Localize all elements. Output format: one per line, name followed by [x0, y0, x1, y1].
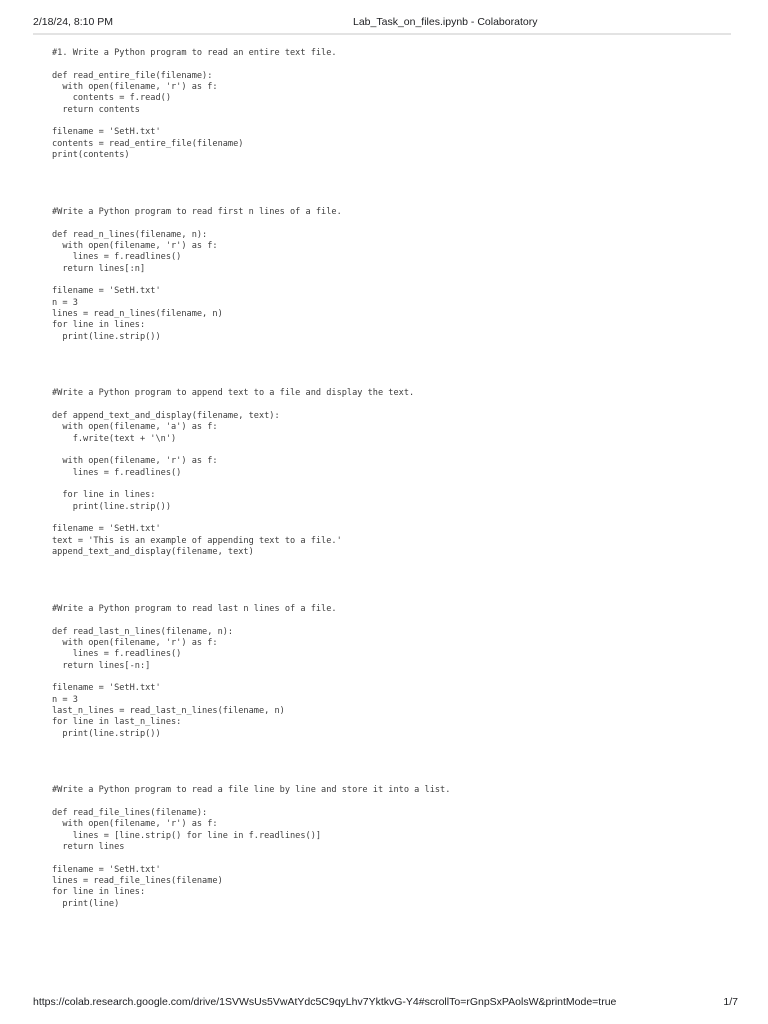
print-header: [33, 14, 738, 30]
code-line: [52, 195, 732, 206]
code-line: return lines: [52, 842, 125, 853]
code-line: [52, 366, 732, 377]
code-line: def append_text_and_display(filename, text):: [52, 411, 280, 421]
code-line: with open(filename, 'a') as f:: [52, 422, 218, 433]
code-line: [52, 853, 732, 864]
code-line: with open(filename, 'r') as f:: [52, 82, 218, 93]
code-line: lines = read_n_lines(filename, n): [52, 308, 223, 319]
code-line: print(line.strip()): [52, 331, 161, 342]
code-line: filename = 'SetH.txt': [52, 864, 161, 875]
code-line: for line in lines:: [52, 320, 146, 331]
code-line: n = 3: [52, 694, 78, 705]
code-line: #Write a Python program to read last n lines of a file.: [52, 603, 337, 614]
code-line: with open(filename, 'r') as f:: [52, 456, 218, 467]
code-cell[interactable]: [52, 604, 732, 786]
code-line: def read_last_n_lines(filename, n):: [52, 626, 234, 637]
code-line: [52, 797, 732, 808]
code-line: #Write a Python program to append text to a file and display the text.: [52, 388, 415, 399]
code-line: with open(filename, 'r') as f:: [52, 637, 218, 648]
code-line: [52, 59, 732, 70]
code-line: [52, 763, 732, 774]
print-footer: [33, 996, 738, 1010]
code-line: for line in lines:: [52, 490, 156, 501]
code-line: def read_entire_file(filename):: [52, 70, 213, 81]
code-line: #Write a Python program to read a file line by line and store it into a list.: [52, 785, 451, 796]
code-line: print(line): [52, 898, 120, 909]
code-line: lines = f.readlines(): [52, 649, 182, 660]
code-line: lines = f.readlines(): [52, 252, 182, 263]
code-line: [52, 218, 732, 229]
code-line: [52, 570, 732, 581]
code-line: print(contents): [52, 150, 130, 161]
code-line: print(line.strip()): [52, 501, 171, 512]
code-line: lines = [line.strip() for line in f.readlines()]: [52, 830, 322, 841]
code-line: [52, 615, 732, 626]
header-divider: [33, 33, 731, 35]
code-line: contents = f.read(): [52, 93, 171, 104]
code-line: [52, 593, 732, 604]
code-line: with open(filename, 'r') as f:: [52, 240, 218, 251]
code-line: print(line.strip()): [52, 728, 161, 739]
code-cell[interactable]: [52, 207, 732, 389]
code-line: [52, 751, 732, 762]
code-line: [52, 184, 732, 195]
code-line: append_text_and_display(filename, text): [52, 547, 254, 558]
code-line: lines = read_file_lines(filename): [52, 876, 223, 887]
code-line: filename = 'SetH.txt': [52, 286, 161, 297]
code-line: return contents: [52, 104, 140, 115]
code-line: def read_n_lines(filename, n):: [52, 229, 208, 240]
code-line: [52, 740, 732, 751]
code-line: return lines[-n:]: [52, 660, 151, 671]
code-cell[interactable]: [52, 388, 732, 604]
document-title: Lab_Task_on_files.ipynb - Colaboratory: [353, 16, 538, 28]
code-line: with open(filename, 'r') as f:: [52, 819, 218, 830]
code-line: [52, 672, 732, 683]
code-line: [52, 400, 732, 411]
code-line: [52, 581, 732, 592]
code-line: [52, 377, 732, 388]
page-number: 1/7: [723, 996, 738, 1008]
code-line: last_n_lines = read_last_n_lines(filename, n): [52, 705, 285, 716]
code-line: contents = read_entire_file(filename): [52, 138, 244, 149]
notebook-content: [52, 48, 732, 910]
code-line: f.write(text + '\n'): [52, 433, 177, 444]
code-cell[interactable]: [52, 785, 732, 910]
code-line: return lines[:n]: [52, 263, 146, 274]
page-url: https://colab.research.google.com/drive/1SVWsUs5VwAtYdc5C9qyLhv7YktkvG-Y4#scrollTo=rGnpSxPAolsW&printMode=true: [33, 996, 617, 1008]
code-line: #Write a Python program to read first n lines of a file.: [52, 206, 342, 217]
code-line: [52, 275, 732, 286]
code-line: for line in last_n_lines:: [52, 717, 182, 728]
code-line: [52, 354, 732, 365]
code-line: filename = 'SetH.txt': [52, 683, 161, 694]
code-line: [52, 343, 732, 354]
code-line: [52, 116, 732, 127]
code-line: [52, 445, 732, 456]
code-line: [52, 479, 732, 490]
code-line: lines = f.readlines(): [52, 467, 182, 478]
code-line: #1. Write a Python program to read an entire text file.: [52, 48, 337, 58]
print-datetime: 2/18/24, 8:10 PM: [33, 16, 113, 28]
code-line: [52, 558, 732, 569]
code-line: def read_file_lines(filename):: [52, 808, 208, 819]
code-line: n = 3: [52, 297, 78, 308]
code-line: for line in lines:: [52, 887, 146, 898]
code-line: [52, 161, 732, 172]
code-line: filename = 'SetH.txt': [52, 127, 161, 138]
code-line: filename = 'SetH.txt': [52, 524, 161, 535]
code-line: [52, 774, 732, 785]
code-line: text = 'This is an example of appending text to a file.': [52, 535, 342, 546]
code-cell[interactable]: [52, 48, 732, 207]
code-line: [52, 513, 732, 524]
code-line: [52, 173, 732, 184]
